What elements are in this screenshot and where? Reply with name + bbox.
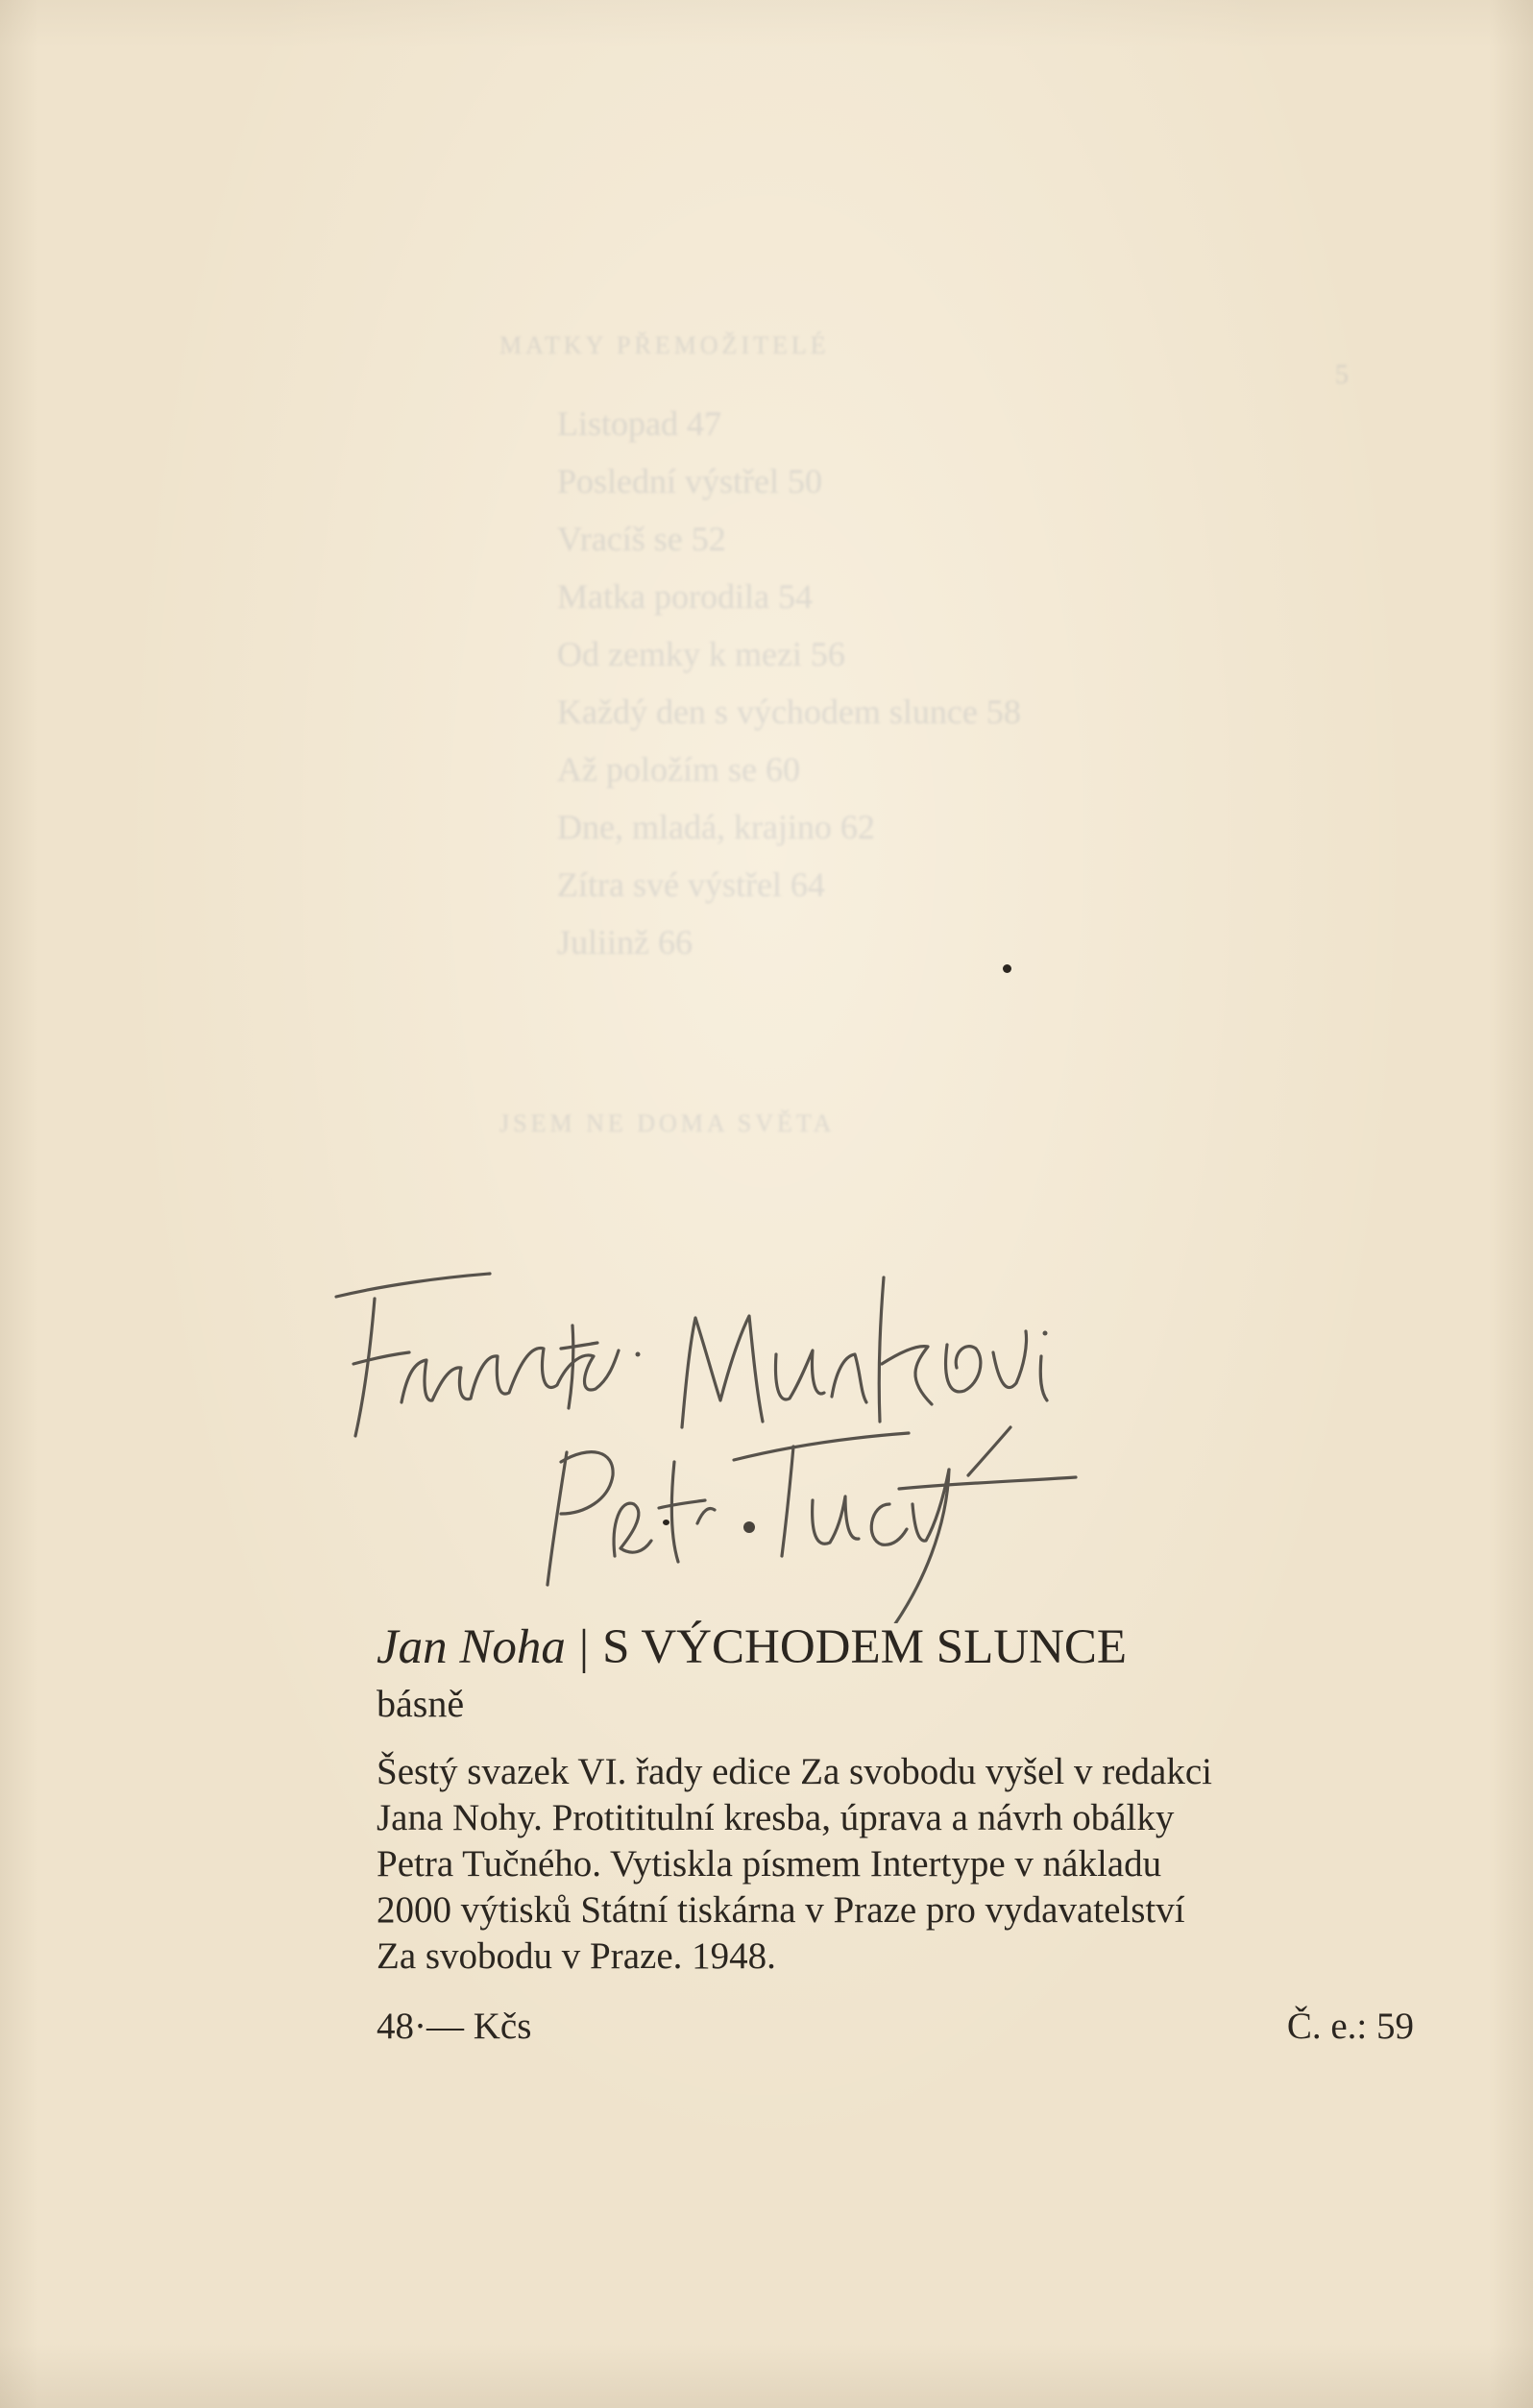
- bleed-through-line: Listopad 47: [557, 404, 721, 443]
- bleed-through-line: Matka porodila 54: [557, 577, 813, 616]
- bleed-through-line: Poslední výstřel 50: [557, 462, 822, 500]
- price: 48·— Kčs: [377, 2006, 532, 2047]
- bleed-through-line: Vracíš se 52: [557, 520, 726, 558]
- bleed-through-line: Od zemky k mezi 56: [557, 635, 845, 673]
- book-title: S VÝCHODEM SLUNCE: [602, 1620, 1128, 1674]
- colophon-line: Petra Tučného. Vytiskla písmem Intertype v nákladu: [377, 1843, 1162, 1885]
- handwritten-dedication-signature: [327, 1239, 1191, 1623]
- colophon: [377, 1618, 1414, 2055]
- colophon-line: 2000 výtisků Státní tiskárna v Praze pro vydavatelství: [377, 1889, 1185, 1931]
- ink-speck: [1003, 964, 1011, 973]
- author-name: Jan Noha: [377, 1620, 566, 1674]
- book-subtitle: básně: [377, 1682, 465, 1725]
- colophon-line: Jana Nohy. Protititulní kresba, úprava a návrh obálky: [377, 1797, 1175, 1838]
- bleed-through-line: Juliinž 66: [557, 923, 693, 961]
- bleed-through-line: Každý den s východem slunce 58: [557, 693, 1021, 731]
- colophon-line: Za svobodu v Praze. 1948.: [377, 1935, 776, 1977]
- bleed-through-line: Zítra své výstřel 64: [557, 865, 825, 904]
- colophon-title-line: [377, 1618, 1414, 1676]
- colophon-text: [377, 1749, 1414, 1980]
- bleed-through-page-mark: 5: [1335, 360, 1349, 390]
- bleed-through-line: Dne, mladá, krajino 62: [557, 808, 875, 846]
- title-separator: |: [578, 1620, 590, 1674]
- price-row: [377, 2005, 1414, 2055]
- colophon-line: Šestý svazek VI. řady edice Za svobodu vyšel v redakci: [377, 1751, 1213, 1792]
- catalog-number: Č. e.: 59: [1286, 2006, 1414, 2047]
- bleed-through-line: Až položím se 60: [557, 750, 800, 789]
- bleed-through-footer: JSEM NE DOMA SVĚTA: [499, 1109, 836, 1137]
- bleed-through-heading: MATKY PŘEMOŽITELÉ: [499, 331, 830, 359]
